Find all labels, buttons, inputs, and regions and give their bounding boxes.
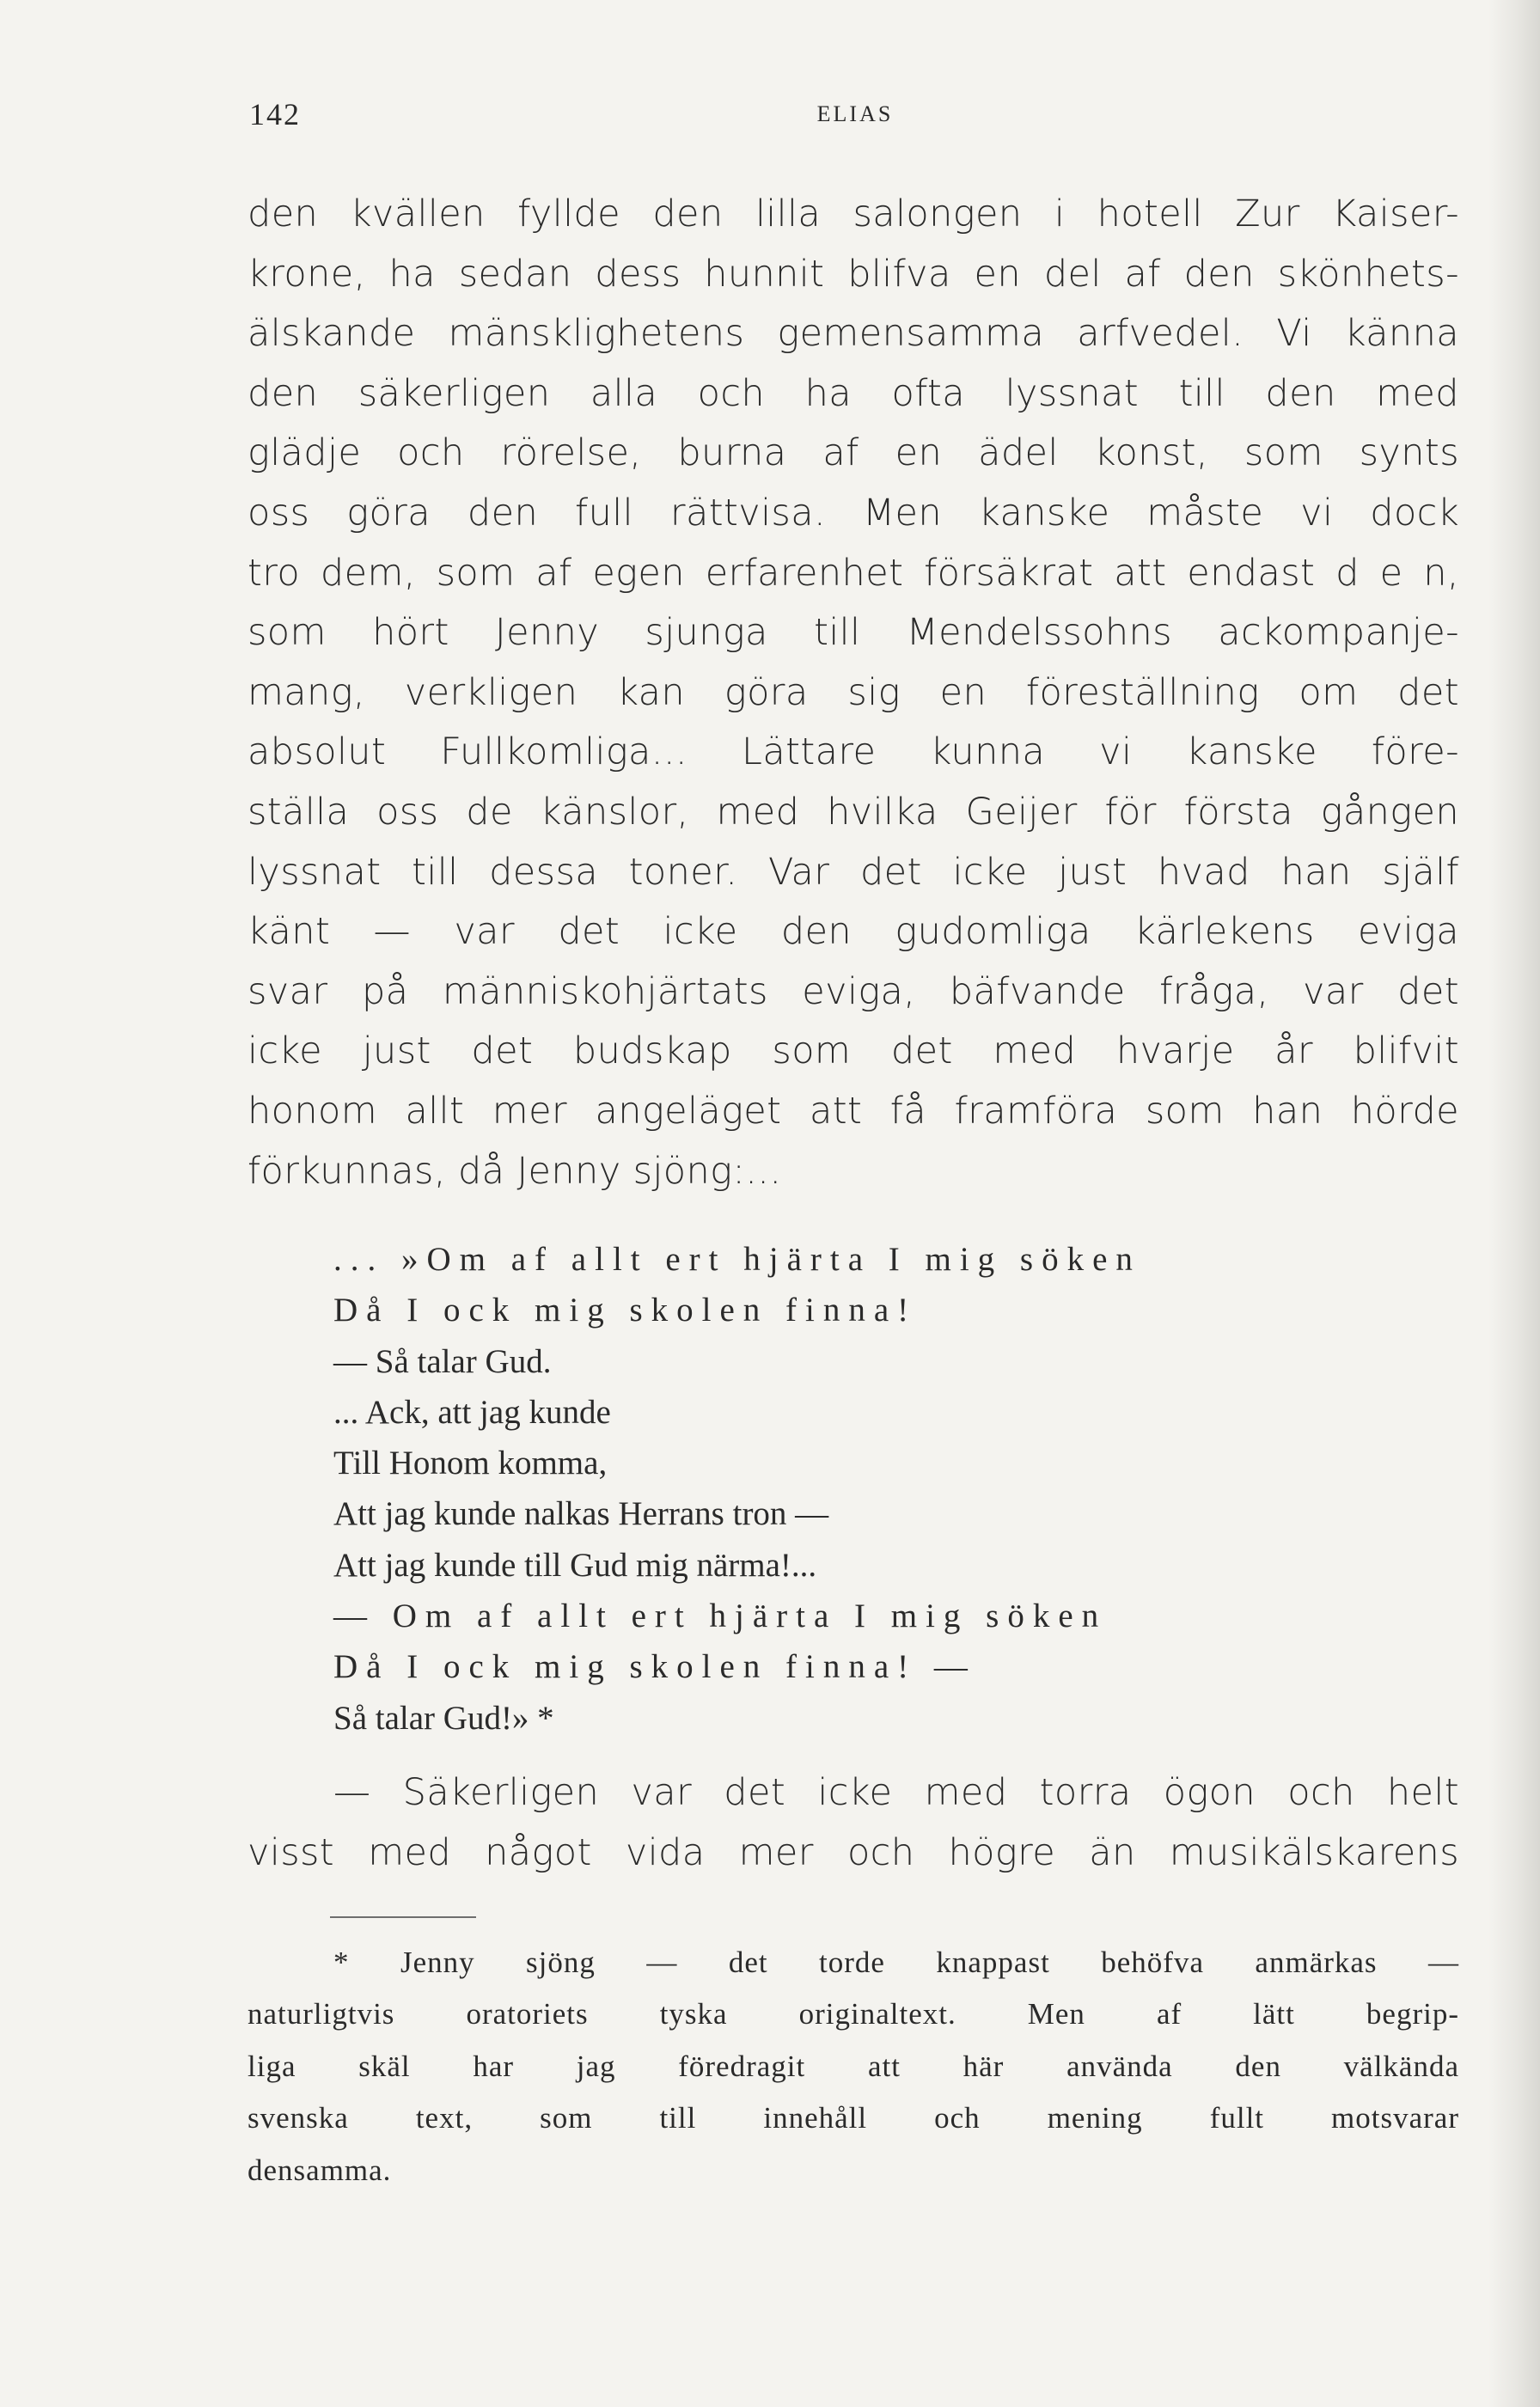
- poem-line: — Så talar Gud.: [333, 1342, 552, 1380]
- text-line: den kvällen fyllde den lilla salongen i hotell Zur Kaiser-: [248, 192, 1459, 235]
- footnote-line: * Jenny sjöng — det torde knappast behöfva anmärkas —: [333, 1946, 1459, 1979]
- text-line: känt — var det icke den gudomliga kärlekens eviga: [248, 910, 1459, 954]
- poem-line: ... Ack, att jag kunde: [333, 1393, 611, 1431]
- text-line: älskande mänsklighetens gemensamma arfvedel. Vi känna: [248, 312, 1459, 356]
- footnote-line: liga skäl har jag föredragit att här använda den välkända: [248, 2049, 1459, 2083]
- footnote-line: naturligtvis oratoriets tyska originaltext. Men af lätt begrip-: [248, 1997, 1459, 2031]
- text-line: svar på människohjärtats eviga, bäfvande fråga, var det: [248, 969, 1459, 1013]
- text-line: den säkerligen alla och ha ofta lyssnat till den med: [248, 371, 1459, 415]
- poem-quote: [333, 1234, 1390, 1744]
- poem-line: Så talar Gud!» *: [333, 1699, 554, 1737]
- poem-line: — Om af allt ert hjärta I mig söken: [333, 1598, 1108, 1635]
- page-header: [249, 96, 1461, 148]
- footnote-line: svenska text, som till innehåll och mening fullt motsvarar: [248, 2101, 1459, 2135]
- poem-line: Att jag kunde nalkas Herrans tron —: [333, 1495, 829, 1533]
- poem-line: Att jag kunde till Gud mig närma!...: [333, 1546, 817, 1584]
- footnote: [248, 1937, 1459, 2196]
- poem-line: ... »Om af allt ert hjärta I mig söken: [333, 1241, 1141, 1278]
- text-line: tro dem, som af egen erfarenhet försäkrat att endast d e n,: [248, 551, 1459, 595]
- text-line: absolut Fullkomliga... Lättare kunna vi kanske före-: [248, 730, 1459, 774]
- text-line: ställa oss de känslor, med hvilka Geijer för första gången: [248, 790, 1459, 834]
- text-line: förkunnas, då Jenny sjöng:...: [248, 1149, 782, 1193]
- running-head: ELIAS: [816, 101, 894, 126]
- poem-line: Då I ock mig skolen finna!: [333, 1292, 918, 1329]
- page-number: 142: [249, 97, 301, 131]
- text-line: lyssnat till dessa toner. Var det icke just hvad han själf: [248, 850, 1459, 894]
- text-line: — Säkerligen var det icke med torra ögon och helt: [333, 1771, 1459, 1814]
- text-line: krone, ha sedan dess hunnit blifva en del af den skönhets-: [248, 252, 1459, 296]
- page-edge-shadow: [1488, 0, 1540, 2407]
- text-line: mang, verkligen kan göra sig en föreställning om det: [248, 670, 1459, 714]
- poem-line: Till Honom komma,: [333, 1445, 608, 1482]
- text-line: oss göra den full rättvisa. Men kanske måste vi dock: [248, 491, 1459, 535]
- main-paragraph: [248, 185, 1459, 1201]
- text-line: visst med något vida mer och högre än musikälskarens: [248, 1830, 1459, 1874]
- text-line: glädje och rörelse, burna af en ädel konst, som synts: [248, 431, 1459, 475]
- footnote-line: densamma.: [248, 2153, 392, 2187]
- closing-paragraph: [248, 1763, 1459, 1883]
- poem-line: Då I ock mig skolen finna! —: [333, 1648, 976, 1686]
- text-line: icke just det budskap som det med hvarje år blifvit: [248, 1029, 1459, 1073]
- text-line: honom allt mer angeläget att få framföra som han hörde: [248, 1089, 1459, 1133]
- footnote-divider: [330, 1916, 476, 1918]
- text-line: som hört Jenny sjunga till Mendelssohns ackompanje-: [248, 611, 1459, 655]
